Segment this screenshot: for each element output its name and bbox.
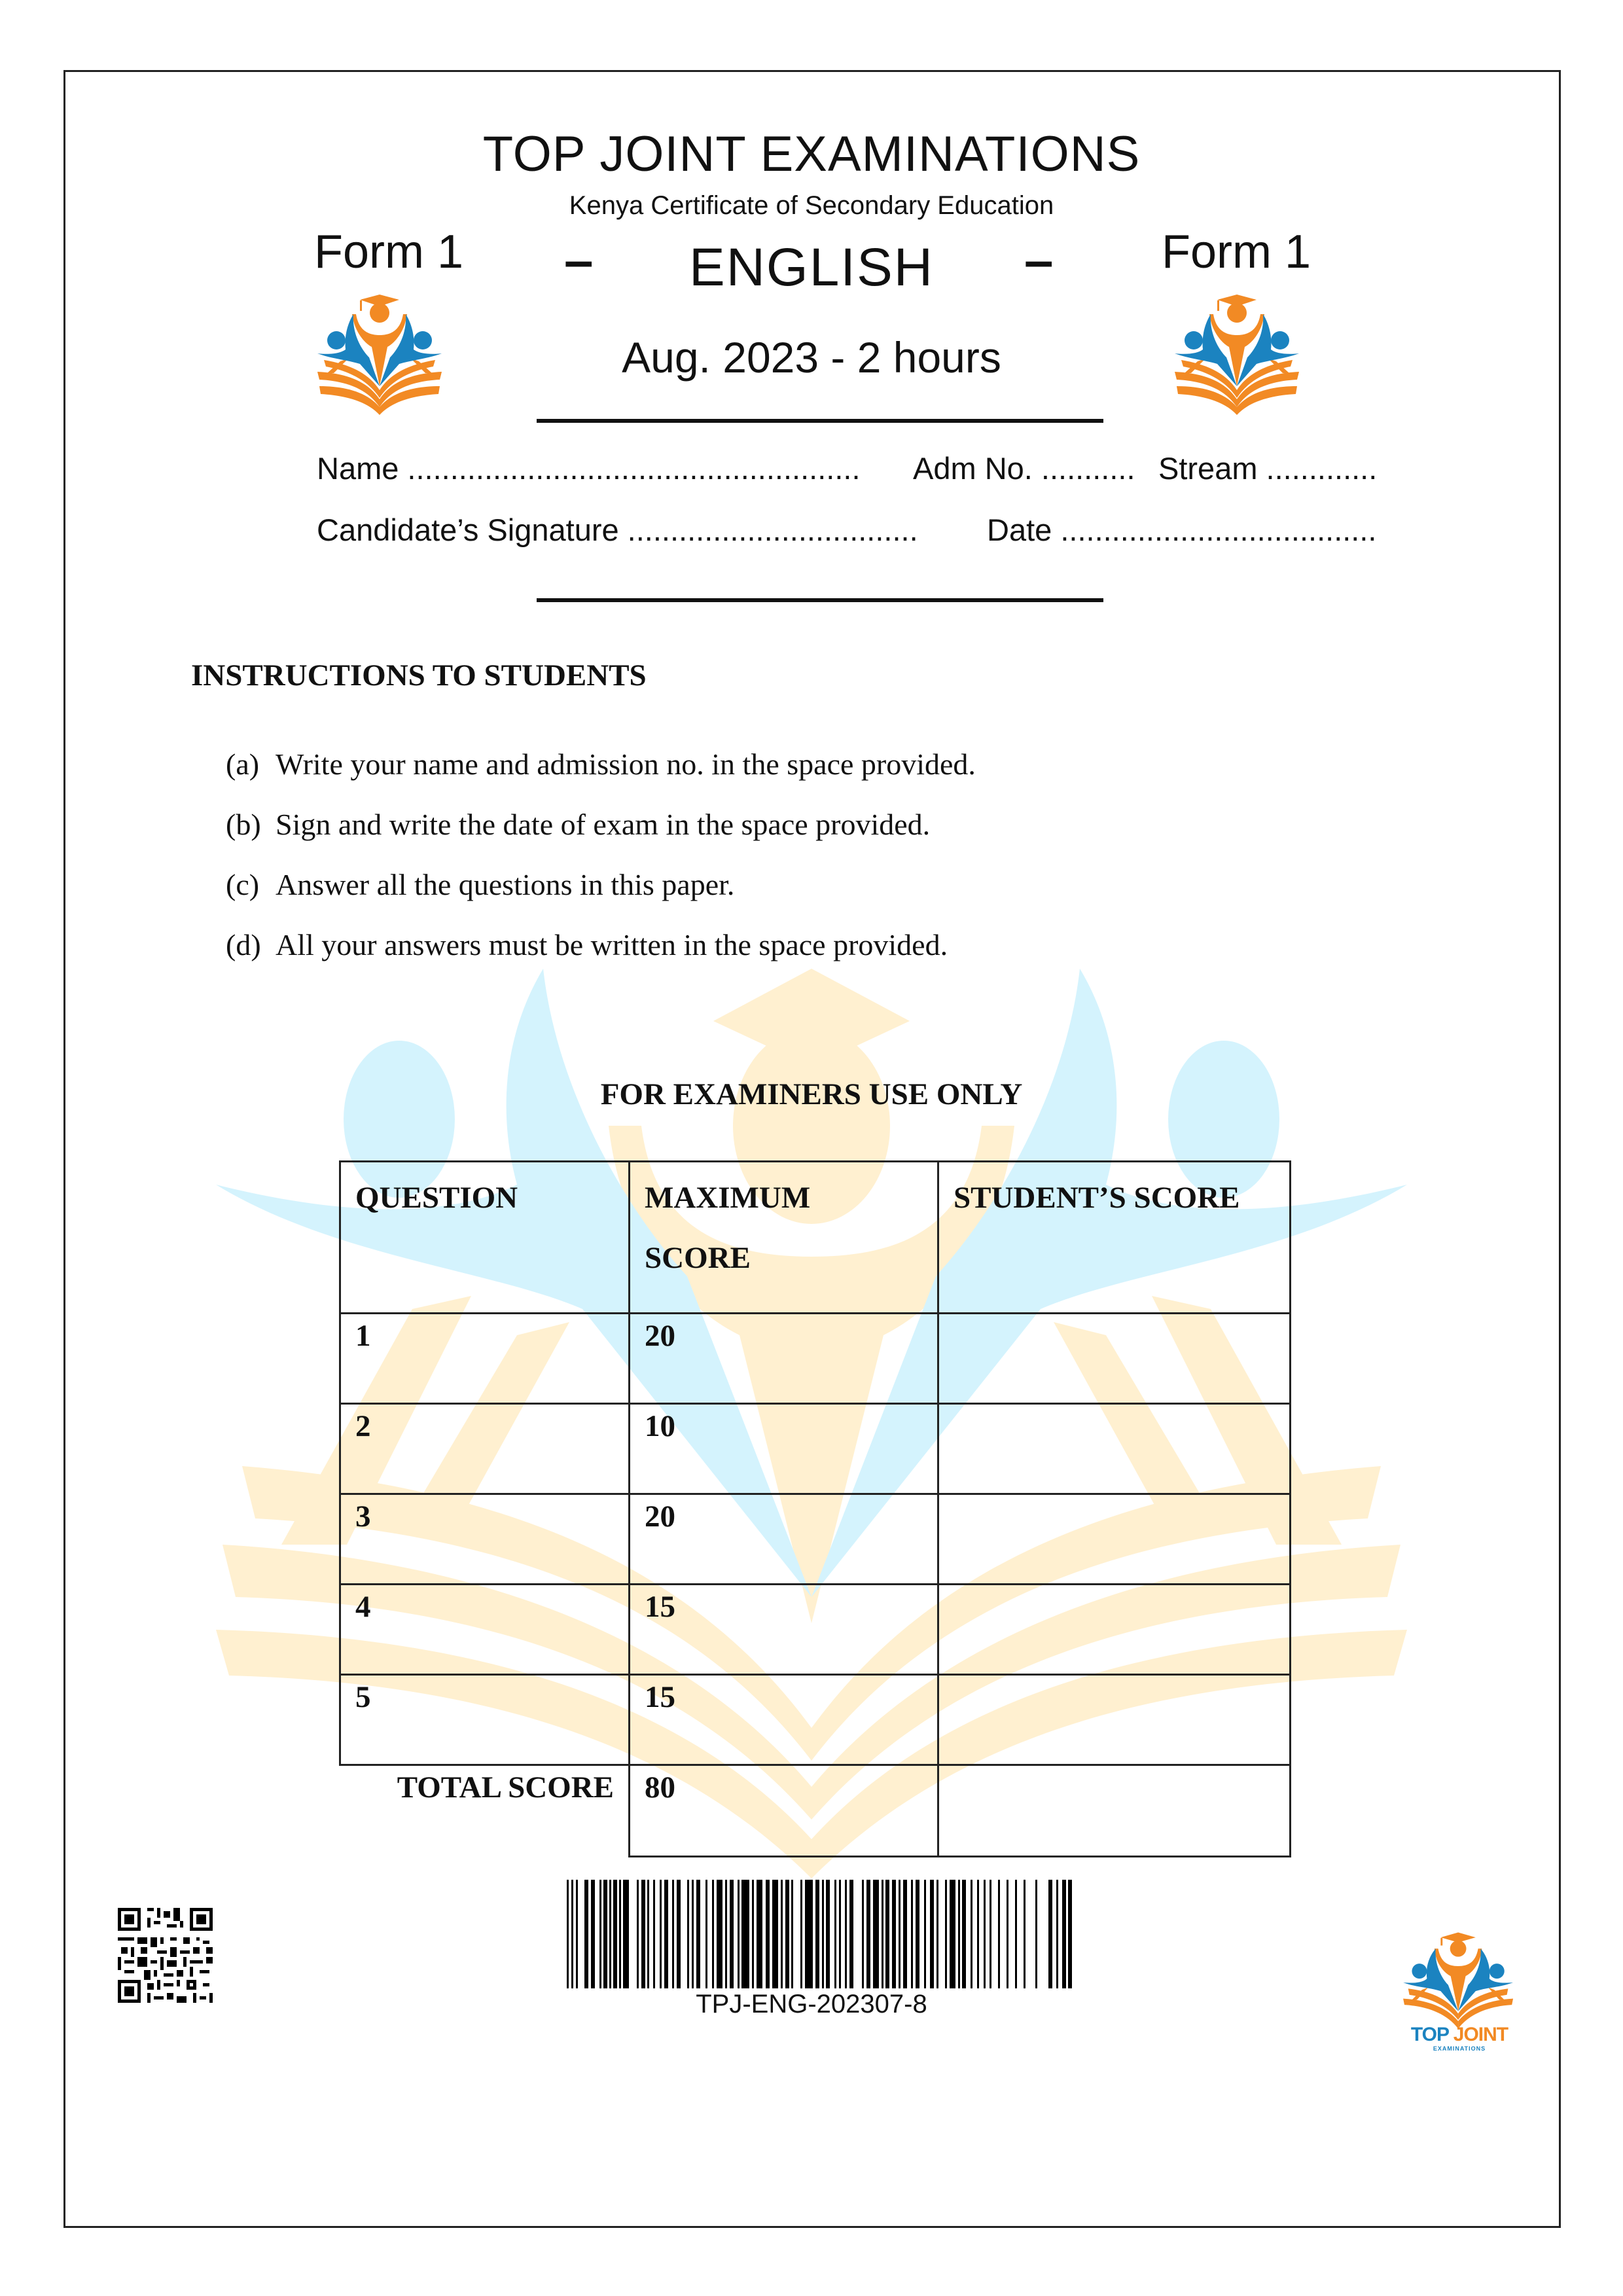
question-number: 1 <box>340 1314 630 1404</box>
barcode-icon <box>567 1880 1072 1988</box>
header-maximum-score <box>630 1162 938 1314</box>
instruction-marker: (d) <box>226 928 261 961</box>
date-field[interactable]: Date ..................................... <box>987 512 1377 547</box>
student-score-cell[interactable] <box>938 1494 1291 1585</box>
instruction-marker: (b) <box>226 808 261 841</box>
instruction-item <box>226 806 976 867</box>
total-score-label: TOTAL SCORE <box>397 1770 614 1804</box>
total-student-score-cell[interactable] <box>938 1765 1291 1857</box>
instruction-text: Answer all the questions in this paper. <box>276 868 735 901</box>
total-max-score: 80 <box>630 1765 938 1857</box>
question-number: 4 <box>340 1585 630 1675</box>
brand-subtitle: EXAMINATIONS <box>1433 2045 1486 2052</box>
exam-subtitle: Kenya Certificate of Secondary Education <box>569 191 1054 220</box>
header-maximum-line2: SCORE <box>645 1241 751 1275</box>
instructions-heading: INSTRUCTIONS TO STUDENTS <box>191 658 647 692</box>
qr-code-icon <box>118 1908 213 2003</box>
max-score: 15 <box>630 1675 938 1765</box>
instruction-marker: (a) <box>226 747 260 781</box>
instructions-list <box>226 746 976 987</box>
examiners-heading: FOR EXAMINERS USE ONLY <box>600 1077 1023 1111</box>
max-score: 20 <box>630 1494 938 1585</box>
student-score-cell[interactable] <box>938 1675 1291 1765</box>
table-header-row <box>340 1162 1291 1314</box>
stream-field[interactable]: Stream ............. <box>1158 451 1378 486</box>
fields-divider <box>537 598 1103 602</box>
score-table <box>339 1160 1291 1857</box>
question-number: 3 <box>340 1494 630 1585</box>
dash-right: – <box>1024 231 1054 289</box>
table-row <box>340 1494 1291 1585</box>
subject-title: ENGLISH <box>689 238 934 297</box>
brand-word-joint: JOINT <box>1453 2024 1508 2045</box>
school-logo-icon <box>1171 295 1315 419</box>
max-score: 20 <box>630 1314 938 1404</box>
instruction-item <box>226 867 976 927</box>
adm-no-field[interactable]: Adm No. ........... <box>913 451 1135 486</box>
student-score-cell[interactable] <box>938 1404 1291 1494</box>
dash-left: – <box>564 231 594 289</box>
table-row <box>340 1404 1291 1494</box>
school-logo-icon <box>314 295 458 419</box>
instruction-text: All your answers must be written in the space provided. <box>276 928 948 961</box>
instruction-text: Sign and write the date of exam in the space provided. <box>276 808 931 841</box>
brand-word-top: TOP <box>1410 2024 1449 2045</box>
table-row <box>340 1585 1291 1675</box>
barcode-label: TPJ-ENG-202307-8 <box>696 1990 927 2018</box>
exam-date-duration: Aug. 2023 - 2 hours <box>622 333 1001 382</box>
total-row <box>340 1765 1291 1857</box>
max-score: 15 <box>630 1585 938 1675</box>
instruction-marker: (c) <box>226 868 260 901</box>
header-question: QUESTION <box>340 1162 630 1314</box>
name-field[interactable]: Name ..................................................... <box>317 451 861 486</box>
header-divider <box>537 419 1103 423</box>
form-level-right: Form 1 <box>1162 226 1311 278</box>
question-number: 5 <box>340 1675 630 1765</box>
top-joint-logo-icon <box>1391 1928 1528 2032</box>
table-row <box>340 1675 1291 1765</box>
max-score: 10 <box>630 1404 938 1494</box>
student-score-cell[interactable] <box>938 1314 1291 1404</box>
brand-name <box>1391 2024 1528 2046</box>
signature-field[interactable]: Candidate’s Signature .................................. <box>317 512 918 547</box>
student-score-cell[interactable] <box>938 1585 1291 1675</box>
header-maximum-line1: MAXIMUM <box>645 1181 811 1215</box>
form-level-left: Form 1 <box>314 226 464 278</box>
question-number: 2 <box>340 1404 630 1494</box>
instruction-text: Write your name and admission no. in the space provided. <box>276 747 976 781</box>
exam-title: TOP JOINT EXAMINATIONS <box>482 126 1141 182</box>
table-row <box>340 1314 1291 1404</box>
header-student-score: STUDENT’S SCORE <box>938 1162 1291 1314</box>
instruction-item <box>226 746 976 806</box>
instruction-item <box>226 927 976 987</box>
